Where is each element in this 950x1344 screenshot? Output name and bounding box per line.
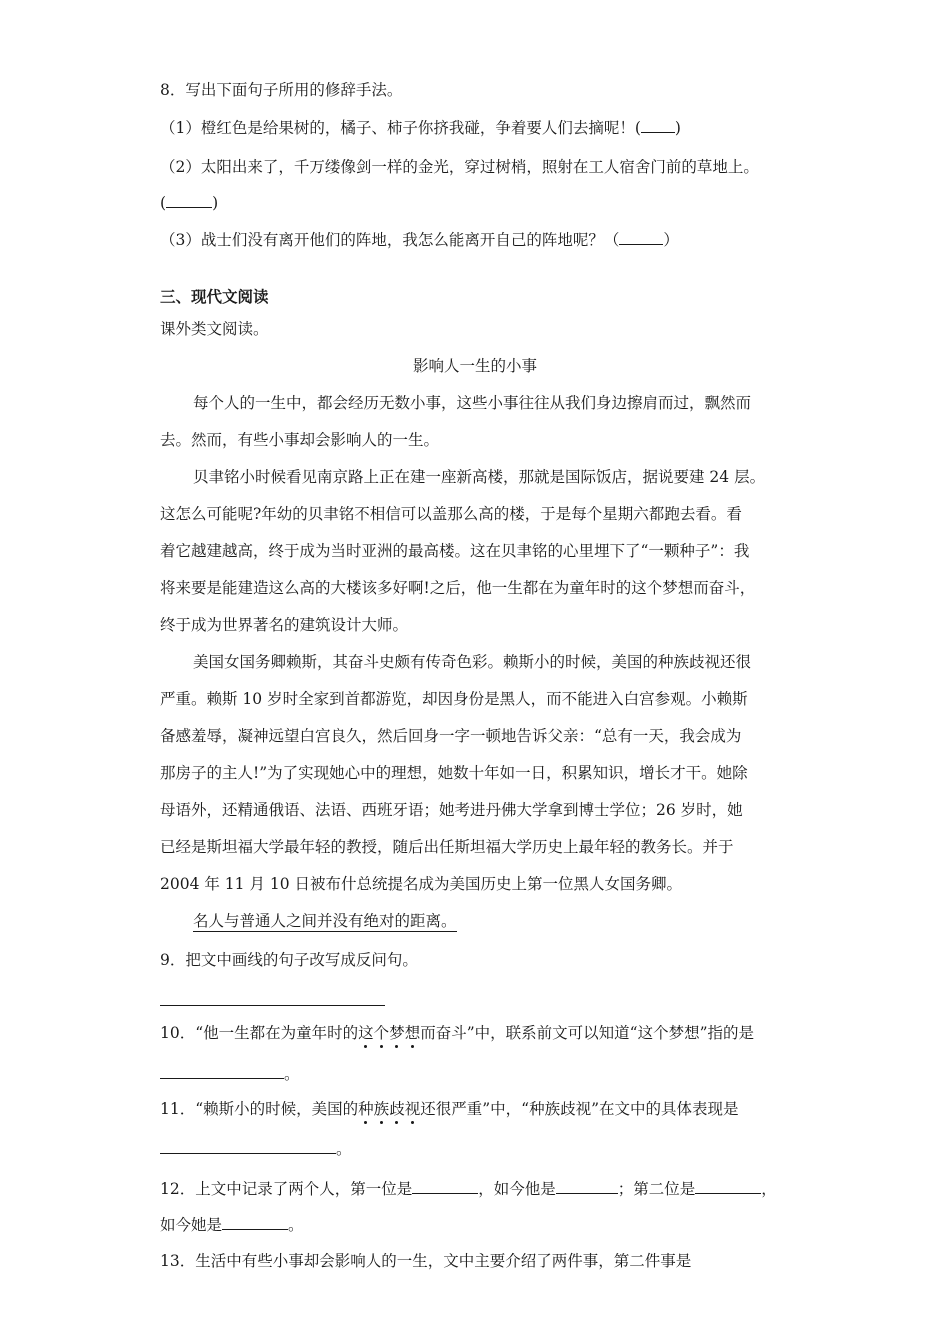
- emphasis-char: 个: [373, 1024, 390, 1042]
- answer-blank[interactable]: [619, 230, 663, 245]
- section-heading: 三、现代文阅读: [160, 288, 269, 306]
- answer-blank[interactable]: [222, 1215, 288, 1230]
- emphasis-char: 视: [404, 1100, 421, 1118]
- answer-blank[interactable]: [641, 118, 675, 133]
- answer-blank[interactable]: [695, 1179, 761, 1194]
- article-paragraph-3-cont: 已经是斯坦福大学最年轻的教授，随后出任斯坦福大学历史上最年轻的教务长。并于: [160, 838, 734, 856]
- article-paragraph-3-cont: 严重。赖斯 10 岁时全家到首都游览，却因身份是黑人，而不能进入白宫参观。小赖斯: [160, 690, 748, 708]
- answer-blank[interactable]: [556, 1179, 618, 1194]
- answer-blank[interactable]: [166, 193, 212, 208]
- answer-blank[interactable]: [412, 1179, 478, 1194]
- q11-dotted-phrase: [358, 1100, 420, 1118]
- q12-stem: 12．上文中记录了两个人，第一位是 ，如今他是 ；第二位是 ，: [160, 1180, 777, 1198]
- answer-blank[interactable]: [160, 1139, 336, 1154]
- article-paragraph-3-cont: 备感羞辱，凝神远望白宫良久，然后回身一字一顿地告诉父亲：“总有一天，我会成为: [160, 727, 742, 745]
- emphasis-char: 歧: [389, 1100, 405, 1118]
- q11-stem: 11．“赖斯小的时候，美国的种族歧视还很严重”中，“种族歧视”在文中的具体表现是: [160, 1100, 739, 1118]
- q8-item-3: （3）战士们没有离开他们的阵地，我怎么能离开自己的阵地呢？（ ）: [160, 231, 679, 249]
- article-paragraph-2-cont: 将来要是能建造这么高的大楼该多好啊!之后，他一生都在为童年时的这个梦想而奋斗，: [160, 579, 756, 597]
- article-paragraph-2: 贝聿铭小时候看见南京路上正在建一座新高楼，那就是国际饭店，据说要建 24 层。: [193, 468, 766, 486]
- section-subheading: 课外类文阅读。: [160, 320, 269, 338]
- emphasis-char: 族: [373, 1100, 390, 1118]
- article-title: 影响人一生的小事: [412, 357, 537, 375]
- q10-answer: 。: [160, 1064, 800, 1084]
- q11-answer: 。: [160, 1139, 800, 1159]
- emphasis-char: 想: [404, 1024, 421, 1042]
- article-paragraph-1: 每个人的一生中，都会经历无数小事，这些小事往往从我们身边擦肩而过，飘然而: [193, 394, 752, 412]
- q13-stem: 13．生活中有些小事却会影响人的一生，文中主要介绍了两件事，第二件事是: [160, 1252, 692, 1270]
- emphasis-char: 梦: [389, 1024, 405, 1042]
- article-paragraph-2-cont: 终于成为世界著名的建筑设计大师。: [160, 616, 409, 634]
- q8-item-2-answer: ( ): [160, 194, 219, 212]
- q10-stem: 10．“他一生都在为童年时的这个梦想而奋斗”中，联系前文可以知道“这个梦想”指的是: [160, 1024, 754, 1042]
- article-paragraph-3: 美国女国务卿赖斯，其奋斗史颇有传奇色彩。赖斯小的时候，美国的种族歧视还很: [193, 653, 752, 671]
- emphasis-char: 种: [358, 1100, 374, 1118]
- article-paragraph-3-cont: 那房子的主人!”为了实现她心中的理想，她数十年如一日，积累知识，增长才干。她除: [160, 764, 748, 782]
- article-paragraph-3-cont: 2004 年 11 月 10 日被布什总统提名成为美国历史上第一位黑人女国务卿。: [160, 875, 683, 893]
- q8-item-2: （2）太阳出来了，千万缕像剑一样的金光，穿过树梢，照射在工人宿舍门前的草地上。: [160, 158, 759, 176]
- article-paragraph-2-cont: 着它越建越高，终于成为当时亚洲的最高楼。这在贝聿铭的心里埋下了“一颗种子”：我: [160, 542, 750, 560]
- q12-stem-cont: 如今她是 。: [160, 1216, 304, 1234]
- answer-blank[interactable]: [160, 1064, 284, 1079]
- q8-item-1: （1）橙红色是给果树的，橘子、柿子你挤我碰，争着要人们去摘呢！( ): [160, 119, 681, 137]
- q9-answer-line[interactable]: [160, 1005, 385, 1006]
- article-paragraph-1-cont: 去。然而，有些小事却会影响人的一生。: [160, 431, 440, 449]
- q10-dotted-phrase: [358, 1024, 420, 1042]
- article-paragraph-3-cont: 母语外，还精通俄语、法语、西班牙语；她考进丹佛大学拿到博士学位；26 岁时，她: [160, 801, 743, 819]
- article-paragraph-2-cont: 这怎么可能呢?年幼的贝聿铭不相信可以盖那么高的楼，于是每个星期六都跑去看。看: [160, 505, 742, 523]
- q9-stem: 9．把文中画线的句子改写成反问句。: [160, 951, 418, 969]
- q8-stem: 8．写出下面句子所用的修辞手法。: [160, 81, 403, 99]
- emphasis-char: 这: [358, 1024, 374, 1042]
- article-underlined-sentence: 名人与普通人之间并没有绝对的距离。: [193, 912, 457, 930]
